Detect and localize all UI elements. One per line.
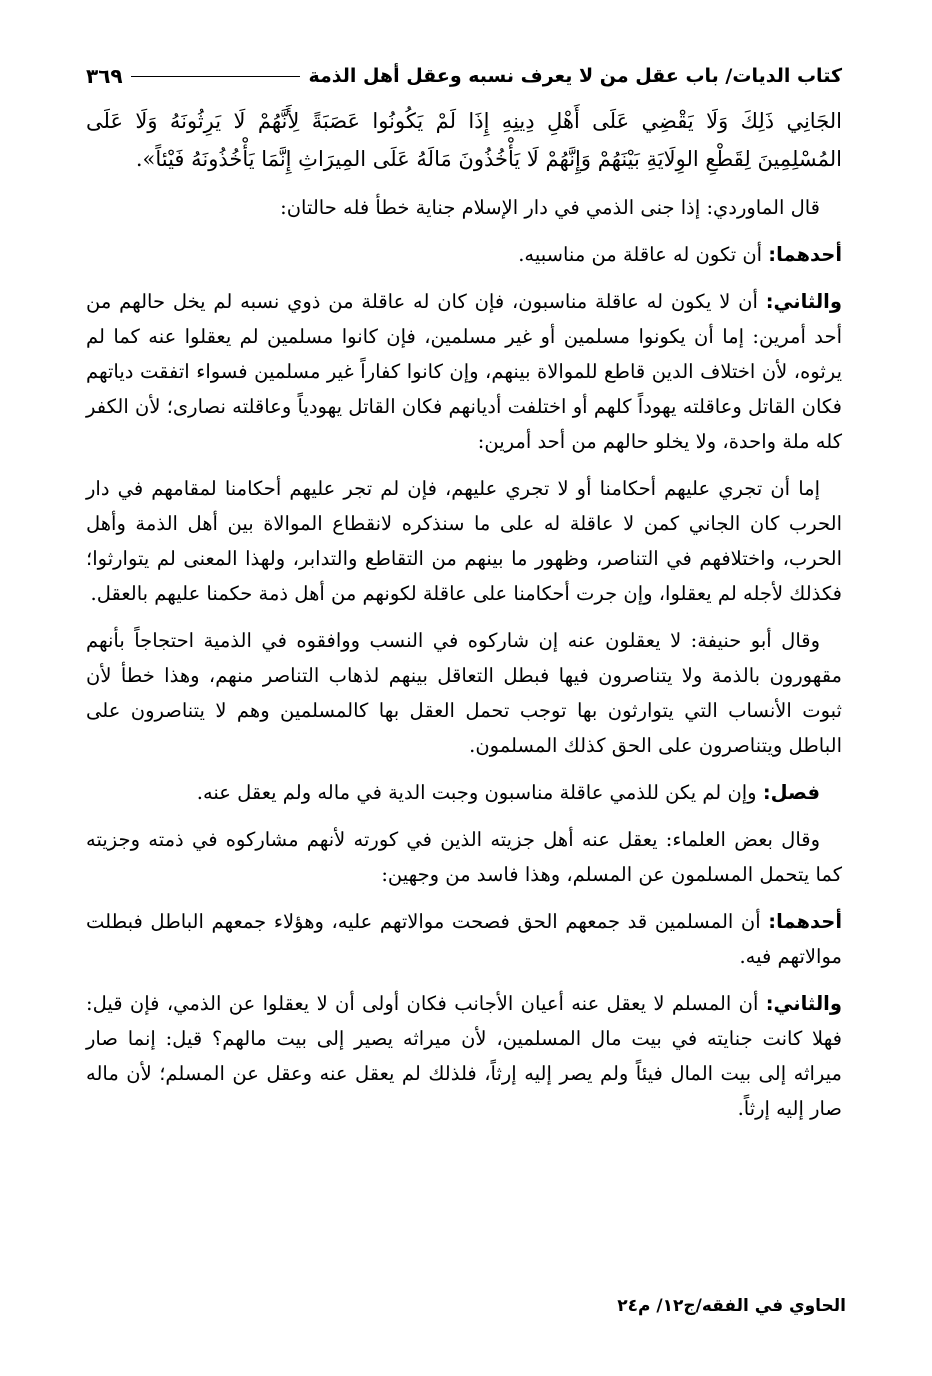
paragraph-lead: فصل: [762, 781, 820, 804]
paragraph-8: أحدهما: أن المسلمين قد جمعهم الحق فصحت موالاتهم عليه، وهؤلاء جمعهم الباطل فبطلت موالاتهم فيه. [86, 910, 842, 968]
paragraph-1: قال الماوردي: إذا جنى الذمي في دار الإسلام جناية خطأ فله حالتان: [280, 196, 820, 219]
page-number: ٣٦٩ [86, 64, 123, 88]
header-rule [131, 76, 301, 77]
paragraph-lead: أحدهما: [768, 910, 842, 933]
paragraph-7: وقال بعض العلماء: يعقل عنه أهل جزيته الذين في كورته لأنهم مشاركوه في ذمته وجزيته كما يتحمل المسلمون عن المسلم، وهذا فاسد من وجهين: [86, 828, 842, 886]
paragraph-2: أحدهما: أن تكون له عاقلة من مناسبيه. [518, 243, 842, 266]
paragraph-4: إما أن تجري عليهم أحكامنا أو لا تجري عليهم، فإن لم تجر عليهم أحكامنا لمقامهم في دار الحرب كان الجاني كمن لا عاقلة له على ما سنذكره لانقطاع الموالاة بين أهل الذمة وأهل الحرب، واختلافهم في التناصر، وظهور ما بينهم من التقاطع والتدابر، ولهذا المعنى لم يتوارثوا؛ فكذلك لأجله لم يعقلوا، وإن جرت أحكامنا على عاقلة لكونهم من أهل ذمة حكمنا عليهم بالعقل. [86, 477, 842, 605]
paragraph-lead: والثاني: [765, 992, 842, 1015]
paragraph-lead: والثاني: [765, 290, 842, 313]
paragraph-3: والثاني: أن لا يكون له عاقلة مناسبون، فإن كان له عاقلة من ذوي نسبه لم يخل حالهم من أحد أمرين: إما أن يكونوا مسلمين أو غير مسلمين، فإن كانوا مسلمين لم يعقلوا عنه كما لم يرثوه، لأن اختلاف الدين قاطع للموالاة بينهم، وإن كانوا كفاراً غير مسلمين فسواء اتفقت دياتهم فكان القاتل وعاقلته يهوداً كلهم أو اختلفت أديانهم فكان القاتل يهودياً وعاقلته نصارى؛ لأن الكفر كله ملة واحدة، ولا يخلو حالهم من أحد أمرين: [86, 290, 842, 453]
header-title: كتاب الديات/ باب عقل من لا يعرف نسبه وعقل أهل الذمة [308, 65, 842, 87]
paragraph-6: فصل: وإن لم يكن للذمي عاقلة مناسبون وجبت الدية في ماله ولم يعقل عنه. [196, 781, 820, 804]
running-header [86, 56, 842, 96]
paragraph-5: وقال أبو حنيفة: لا يعقلون عنه إن شاركوه في النسب ووافقوه في الذمية احتجاجاً بأنهم مقهورون بالذمة ولا يتناصرون فيها فبطل التعاقل بينهم لذهاب التناصر منهم، وهذا خطأ لأن ثبوت الأنساب التي يتوارثون بها توجب تحمل العقل بها كالمسلمين وهم لا يتناصرون على الباطل ويتناصرون على الحق كذلك المسلمون. [86, 629, 842, 757]
paragraph-lead: أحدهما: [768, 243, 842, 266]
quoted-text: الجَانِي ذَلِكَ وَلَا يَقْضِي عَلَى أَهْلِ دِينِهِ إِذَا لَمْ يَكُونُوا عَصَبَةً لِأَنَّهُمْ لَا يَرِثُونَهُ وَلَا عَلَى المُسْلِمِينَ لِقَطْعِ الوِلَايَةِ بَيْنَهُمْ وَإِنَّهُمْ لَا يَأْخُذُونَ مَالَهُ عَلَى المِيرَاثِ إِنَّمَا يَأْخُذُونَهُ فَيْئاً». [86, 109, 842, 171]
paragraph-9: والثاني: أن المسلم لا يعقل عنه أعيان الأجانب فكان أولى أن لا يعقلوا عن الذمي، فإن قيل: فهلا كانت جنايته في بيت مال المسلمين، لأن ميراثه يصير إلى بيت مالهم؟ قيل: إنما صار ميراثه إلى بيت المال فيئاً ولم يصر إليه إرثاً، فلذلك لم يعقل عنه وعقل عن المسلم؛ لأن ماله صار إليه إرثاً. [86, 992, 842, 1120]
page [86, 56, 842, 1126]
footer-signature: الحاوي في الفقه/ج١٢/ م٢٤ [617, 1296, 846, 1316]
